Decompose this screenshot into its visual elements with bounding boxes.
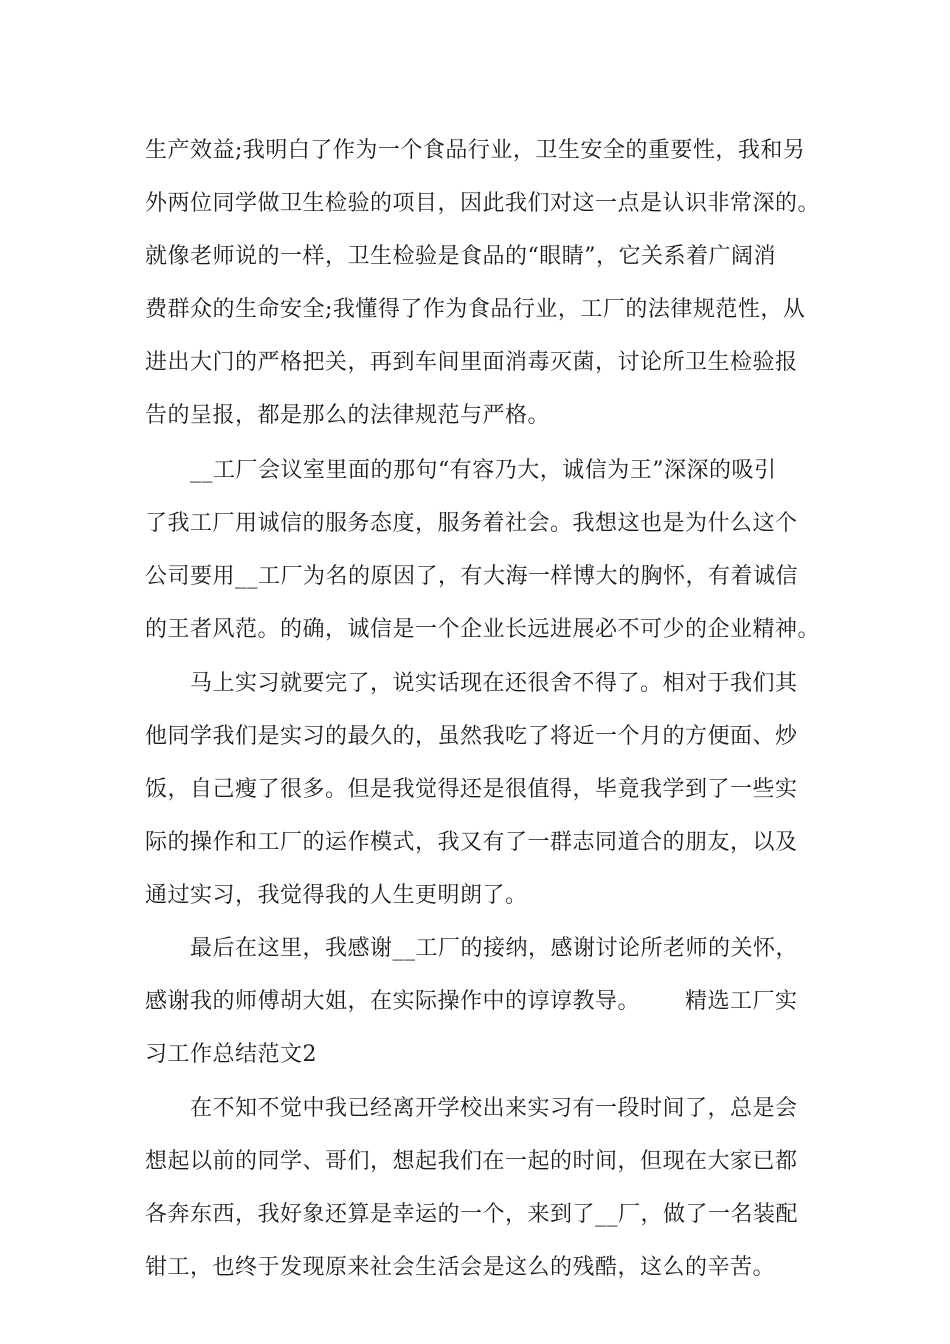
text-line: 通过实习，我觉得我的人生更明朗了。 xyxy=(145,883,528,908)
text-line: __工厂会议室里面的那句“有容乃大，诚信为王”深深的吸引 xyxy=(190,458,777,483)
text-line: 感谢我的师傅胡大姐，在实际操作中的谆谆教导。 精选工厂实 xyxy=(145,989,798,1014)
text-line: 外两位同学做卫生检验的项目，因此我们对这一点是认识非常深的。 xyxy=(145,191,821,216)
text-line: 际的操作和工厂的运作模式，我又有了一群志同道合的朋友，以及 xyxy=(145,830,798,855)
text-line: 马上实习就要完了，说实话现在还很舍不得了。相对于我们其 xyxy=(190,671,798,696)
text-line: 钳工，也终于发现原来社会生活会是这么的残酷，这么的辛苦。 xyxy=(145,1255,776,1280)
text-line: 他同学我们是实习的最久的，虽然我吃了将近一个月的方便面、炒 xyxy=(145,724,798,749)
text-line: 了我工厂用诚信的服务态度，服务着社会。我想这也是为什么这个 xyxy=(145,511,798,536)
text-line: 饭，自己瘦了很多。但是我觉得还是很值得，毕竟我学到了一些实 xyxy=(145,777,798,802)
text-line: 在不知不觉中我已经离开学校出来实习有一段时间了，总是会 xyxy=(190,1096,798,1121)
text-line: 生产效益;我明白了作为一个食品行业，卫生安全的重要性，我和另 xyxy=(145,138,806,163)
text-line: 就像老师说的一样，卫生检验是食品的“眼睛”，它关系着广阔消 xyxy=(145,244,776,269)
text-line: 进出大门的严格把关，再到车间里面消毒灭菌，讨论所卫生检验报 xyxy=(145,350,798,375)
text-line: 想起以前的同学、哥们，想起我们在一起的时间，但现在大家已都 xyxy=(145,1149,798,1174)
text-line: 公司要用__工厂为名的原因了，有大海一样博大的胸怀，有着诚信 xyxy=(145,564,799,589)
text-line: 各奔东西，我好象还算是幸运的一个，来到了__厂，做了一名装配 xyxy=(145,1202,799,1227)
text-line: 费群众的生命安全;我懂得了作为食品行业，工厂的法律规范性，从 xyxy=(145,297,806,322)
text-line: 的王者风范。的确，诚信是一个企业长远进展必不可少的企业精神。 xyxy=(145,617,821,642)
text-line: 最后在这里，我感谢__工厂的接纳，感谢讨论所老师的关怀， xyxy=(190,936,799,961)
text-line: 习工作总结范文2 xyxy=(145,1042,317,1067)
text-line: 告的呈报，都是那么的法律规范与严格。 xyxy=(145,403,551,428)
